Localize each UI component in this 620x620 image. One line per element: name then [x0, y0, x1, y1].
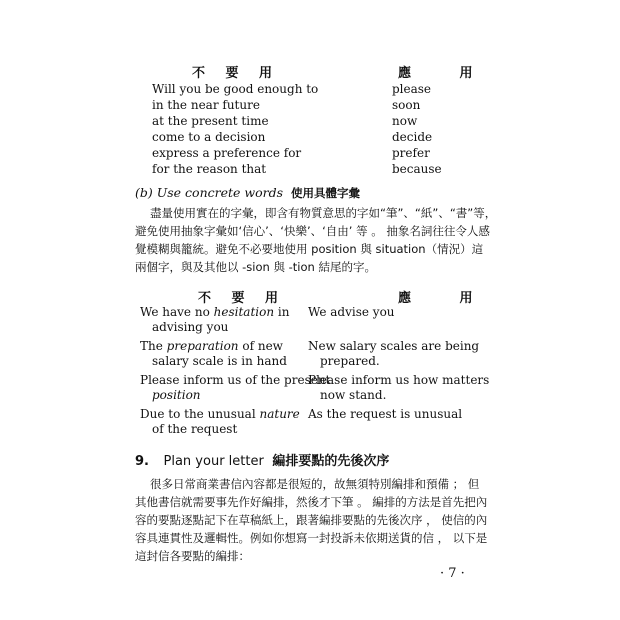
table2-row-left-cont: advising you [152, 320, 229, 334]
section-9-paragraph-line: 其他書信就需要事先作好編排，然後才下筆 。 編排的方法是首先把內 [135, 495, 488, 509]
table2-italic-word: nature [259, 407, 300, 421]
table1-row-right: decide [392, 130, 433, 144]
table1-row-left: express a preference for [152, 146, 302, 160]
section-b-paragraph-line: 兩個字，與及其他以 -sion 與 -tion 結尾的字。 [135, 260, 376, 274]
table2-row-right: Please inform us how matters [308, 373, 490, 387]
table2-text: of new [242, 339, 283, 353]
table1-row-left: come to a decision [152, 130, 266, 144]
table1-row-right: please [392, 82, 432, 96]
table2-text: in [277, 305, 290, 319]
table1-row-right: soon [392, 98, 421, 112]
section-9-paragraph-line: 容的要點逐點記下在草稿紙上，跟著編排要點的先後次序 ， 使信的內 [135, 513, 488, 527]
section-b-label-cjk: 使用具體字彙 [291, 186, 360, 200]
table2-italic-word: preparation [166, 339, 239, 353]
table1-row-right: now [392, 114, 418, 128]
section-9-paragraph-line: 很多日常商業書信內容都是很短的，故無須特別編排和預備 ； 但 [150, 477, 480, 491]
section-b-paragraph-line: 盡量使用實在的字彙，即含有物質意思的字如“筆”、“紙”、“書”等， [150, 206, 497, 220]
table2-row-left: Please inform us of the present [140, 373, 331, 387]
section-b-paragraph-line: 避免使用抽象字彙如‘信心’、‘快樂’、‘自由’ 等 。 抽象名詞往往令人感 [135, 224, 490, 238]
section-9-title: Plan your letter [163, 454, 264, 469]
table2-text: The [140, 339, 163, 353]
table2-header-use: 應 用 [398, 291, 495, 306]
section-9-title-cjk: 編排要點的先後次序 [272, 454, 390, 469]
table2-row-right: New salary scales are being [308, 339, 480, 353]
section-9-heading [135, 450, 389, 469]
table2-row-left [140, 338, 283, 354]
section-b-label [135, 185, 360, 202]
table1-header-avoid: 不 要 用 [192, 66, 281, 81]
table1-row-left: in the near future [152, 98, 260, 112]
table1-row-right: because [392, 162, 442, 176]
table2-header-avoid: 不 要 用 [198, 291, 287, 306]
table2-text: We have no [140, 305, 210, 319]
table1-row-right: prefer [392, 146, 430, 160]
table1-row-left: for the reason that [152, 162, 267, 176]
table2-row-left-cont: of the request [152, 422, 238, 436]
table2-row-right-cont: prepared. [320, 354, 380, 368]
table1-row-left: Will you be good enough to [152, 82, 319, 96]
table2-row-left [140, 406, 300, 422]
section-b-label-en: (b) Use concrete words [135, 185, 284, 200]
section-9-paragraph-line: 這封信各要點的編排： [135, 549, 250, 563]
section-b-paragraph-line: 覺模糊與籠統。避免不必要地使用 position 與 situation（情況）這 [135, 242, 484, 256]
table2-row-left [140, 304, 289, 320]
page-number: · 7 · [440, 566, 465, 581]
table2-row-left-cont: position [152, 388, 201, 402]
table2-row-right: As the request is unusual [308, 407, 463, 421]
section-9-paragraph-line: 容具連貫性及邏輯性。例如你想寫一封投訴未依期送貨的信 ， 以下是 [135, 531, 488, 545]
table2-row-right: We advise you [308, 305, 395, 319]
table2-row-right-cont: now stand. [320, 388, 387, 402]
table1-header-use: 應 用 [398, 66, 495, 81]
table1-row-left: at the present time [152, 114, 269, 128]
table2-italic-word: hesitation [213, 305, 275, 319]
table2-text: Due to the unusual [140, 407, 256, 421]
section-9-number: 9. [135, 454, 149, 469]
table2-row-left-cont: salary scale is in hand [152, 354, 287, 368]
